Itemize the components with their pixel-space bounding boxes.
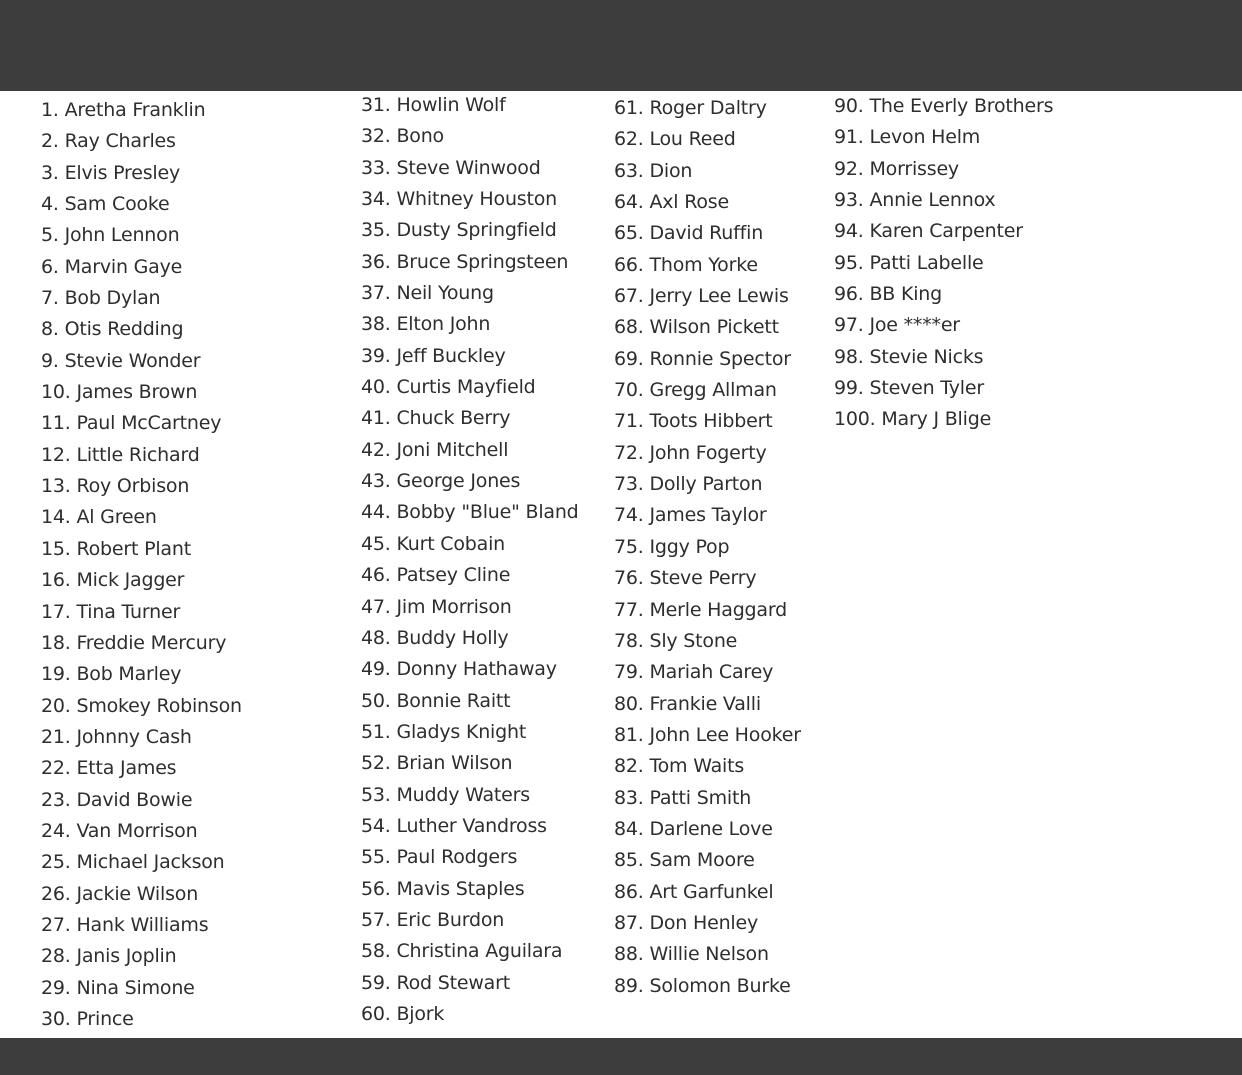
- list-item: 16. Mick Jagger: [41, 569, 185, 592]
- list-item: 68. Wilson Pickett: [614, 316, 779, 339]
- list-item: 70. Gregg Allman: [614, 379, 777, 402]
- list-item: 82. Tom Waits: [614, 755, 745, 778]
- list-column-1: [41, 100, 242, 1040]
- list-item: 28. Janis Joplin: [41, 945, 177, 968]
- list-item: 57. Eric Burdon: [361, 908, 505, 931]
- list-item: 41. Chuck Berry: [361, 407, 511, 430]
- list-item: 97. Joe ****er: [834, 314, 960, 337]
- list-item: 38. Elton John: [361, 313, 491, 336]
- list-item: 31. Howlin Wolf: [361, 94, 506, 116]
- list-item: 94. Karen Carpenter: [834, 220, 1023, 243]
- list-item: 53. Muddy Waters: [361, 783, 530, 806]
- list-item: 47. Jim Morrison: [361, 595, 512, 618]
- list-item: 63. Dion: [614, 159, 693, 182]
- list-item: 56. Mavis Staples: [361, 877, 525, 900]
- list-item: 42. Joni Mitchell: [361, 438, 509, 461]
- list-item: 72. John Fogerty: [614, 441, 767, 464]
- list-item: 45. Kurt Cobain: [361, 532, 506, 555]
- list-item: 84. Darlene Love: [614, 817, 773, 840]
- list-item: 12. Little Richard: [41, 443, 200, 466]
- list-item: 86. Art Garfunkel: [614, 880, 774, 903]
- list-item: 23. David Bowie: [41, 788, 193, 811]
- list-item: 52. Brian Wilson: [361, 752, 513, 775]
- list-item: 5. John Lennon: [41, 224, 180, 247]
- list-item: 34. Whitney Houston: [361, 188, 557, 211]
- list-item: 67. Jerry Lee Lewis: [614, 285, 789, 308]
- list-item: 62. Lou Reed: [614, 128, 736, 151]
- list-item: 95. Patti Labelle: [834, 251, 984, 274]
- list-item: 6. Marvin Gaye: [41, 255, 183, 278]
- list-item: 10. James Brown: [41, 381, 198, 404]
- list-item: 80. Frankie Valli: [614, 692, 761, 715]
- list-item: 32. Bono: [361, 125, 444, 148]
- list-item: 96. BB King: [834, 283, 943, 306]
- list-item: 91. Levon Helm: [834, 126, 981, 149]
- list-item: 21. Johnny Cash: [41, 725, 192, 748]
- list-item: 29. Nina Simone: [41, 976, 195, 999]
- list-item: 64. Axl Rose: [614, 191, 729, 214]
- list-item: 93. Annie Lennox: [834, 189, 996, 212]
- list-item: 65. David Ruffin: [614, 222, 764, 245]
- list-item: 98. Stevie Nicks: [834, 345, 984, 368]
- list-item: 7. Bob Dylan: [41, 287, 161, 310]
- list-item: 81. John Lee Hooker: [614, 723, 801, 746]
- list-item: 90. The Everly Brothers: [834, 95, 1054, 117]
- list-item: 27. Hank Williams: [41, 913, 209, 936]
- list-item: 3. Elvis Presley: [41, 161, 181, 184]
- list-item: 30. Prince: [41, 1007, 134, 1030]
- list-item: 71. Toots Hibbert: [614, 410, 773, 433]
- list-item: 1. Aretha Franklin: [41, 99, 206, 121]
- list-item: 43. George Jones: [361, 470, 521, 493]
- list-item: 48. Buddy Holly: [361, 626, 509, 649]
- list-item: 76. Steve Perry: [614, 567, 757, 590]
- list-item: 75. Iggy Pop: [614, 535, 730, 558]
- list-item: 69. Ronnie Spector: [614, 347, 791, 370]
- list-item: 74. James Taylor: [614, 504, 767, 527]
- list-item: 17. Tina Turner: [41, 600, 181, 623]
- list-item: 18. Freddie Mercury: [41, 631, 227, 654]
- list-item: 54. Luther Vandross: [361, 814, 547, 837]
- list-item: 37. Neil Young: [361, 282, 494, 305]
- list-item: 35. Dusty Springfield: [361, 219, 557, 242]
- list-item: 20. Smokey Robinson: [41, 694, 242, 717]
- top-bar: [0, 0, 1242, 91]
- list-item: 36. Bruce Springsteen: [361, 250, 569, 273]
- list-column-2: [361, 95, 579, 1035]
- list-item: 14. Al Green: [41, 506, 157, 529]
- list-item: 60. Bjork: [361, 1002, 445, 1025]
- list-item: 40. Curtis Mayfield: [361, 376, 536, 399]
- list-item: 8. Otis Redding: [41, 318, 184, 341]
- list-item: 50. Bonnie Raitt: [361, 689, 511, 712]
- list-item: 15. Robert Plant: [41, 537, 191, 560]
- list-item: 77. Merle Haggard: [614, 598, 787, 621]
- list-item: 26. Jackie Wilson: [41, 882, 199, 905]
- list-item: 59. Rod Stewart: [361, 971, 510, 994]
- bottom-bar: [0, 1038, 1242, 1075]
- list-item: 92. Morrissey: [834, 157, 959, 180]
- list-item: 79. Mariah Carey: [614, 661, 774, 684]
- list-item: 99. Steven Tyler: [834, 377, 984, 400]
- list-item: 25. Michael Jackson: [41, 851, 225, 874]
- list-item: 33. Steve Winwood: [361, 156, 541, 179]
- list-item: 89. Solomon Burke: [614, 974, 791, 997]
- list-item: 11. Paul McCartney: [41, 412, 222, 435]
- list-item: 66. Thom Yorke: [614, 253, 758, 276]
- list-item: 24. Van Morrison: [41, 819, 198, 842]
- list-item: 87. Don Henley: [614, 911, 759, 934]
- list-item: 73. Dolly Parton: [614, 473, 763, 496]
- list-item: 51. Gladys Knight: [361, 720, 527, 743]
- list-item: 85. Sam Moore: [614, 849, 755, 872]
- list-item: 83. Patti Smith: [614, 786, 752, 809]
- list-column-4: [834, 96, 1053, 441]
- list-item: 58. Christina Aguilara: [361, 940, 563, 963]
- list-item: 100. Mary J Blige: [834, 408, 992, 431]
- list-item: 4. Sam Cooke: [41, 193, 170, 216]
- list-item: 46. Patsey Cline: [361, 564, 511, 587]
- list-item: 88. Willie Nelson: [614, 943, 769, 966]
- list-item: 44. Bobby "Blue" Bland: [361, 501, 579, 524]
- list-item: 22. Etta James: [41, 757, 177, 780]
- list-item: 39. Jeff Buckley: [361, 344, 506, 367]
- list-item: 2. Ray Charles: [41, 130, 176, 153]
- list-column-3: [614, 98, 801, 1007]
- list-item: 13. Roy Orbison: [41, 475, 190, 498]
- list-item: 49. Donny Hathaway: [361, 658, 557, 681]
- list-item: 9. Stevie Wonder: [41, 349, 201, 372]
- list-item: 55. Paul Rodgers: [361, 846, 518, 869]
- list-item: 61. Roger Daltry: [614, 97, 767, 119]
- list-item: 78. Sly Stone: [614, 629, 738, 652]
- list-item: 19. Bob Marley: [41, 663, 182, 686]
